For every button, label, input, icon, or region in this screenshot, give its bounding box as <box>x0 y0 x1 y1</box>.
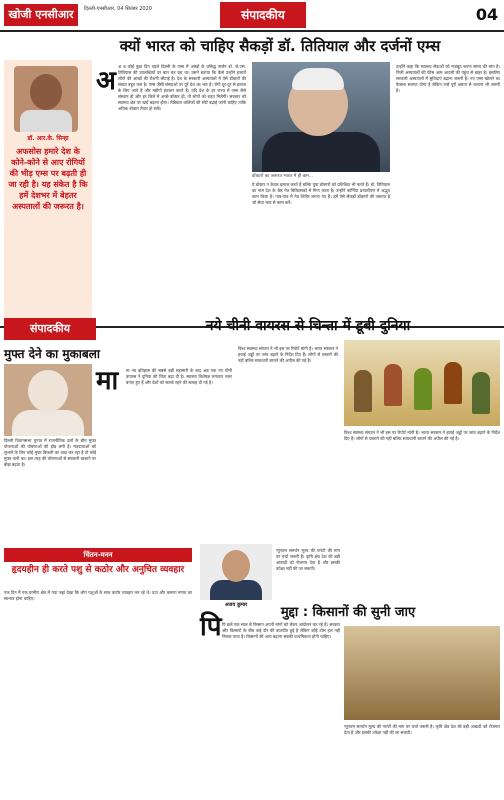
article-body-col1: अ ब कोई कुछ दिन पहले दिल्ली के एम्स में आंखों के प्रसिद्ध सर्जन डॉ. जे.एस. तितियाल की उपलब्धियों पर बात कर रहा था। उसने बताया कि कैसे उन्होंने हजारों लोगों की आंखों की रोशनी लौटाई है। देश के सरकारी अस्पतालों में ऐसे डॉक्टरों की संख्या बहुत कम है। एम्स जैसी संस्थाओं पर पूरे देश का भार है। रोगी दूर-दूर से इलाज के लिए आते हैं और महीनों इंतजार करते हैं। यदि देश के हर राज्य में एम्स जैसे संस्थान हों और हर जिले में अच्छे डॉक्टर हों, तो लोगों को राहत मिलेगी। सरकार को स्वास्थ्य क्षेत्र पर खर्च बढ़ाना होगा। मेडिकल कॉलेजों की सीटें बढ़ाई जानी चाहिए ताकि अधिक डॉक्टर तैयार हो सकें। <box>118 64 246 111</box>
author-photo <box>14 66 78 132</box>
chintan-label: चिंतन-मनन <box>4 548 192 562</box>
page-number: 04 <box>475 5 499 24</box>
article-body-col2: ये डॉक्टर न केवल इलाज करते हैं बल्कि युवा डॉक्टरों को प्रशिक्षित भी करते हैं। डॉ. तितियाल का नाम देश के श्रेष्ठ नेत्र चिकित्सकों में गिना जाता है। उन्होंने कॉर्निया प्रत्यारोपण में अद्भुत काम किया है। गांव-गांव में नेत्र शिविर लगाए गए हैं। हमें ऐसे सैकड़ों डॉक्टरों की जरूरत है जो सेवा भाव से काम करें। <box>252 182 390 205</box>
editorial-label: संपादकीय <box>4 318 96 340</box>
article2-col3: विश्व स्वास्थ्य संगठन ने भी इस पर रिपोर्ट मांगी है। भारत सरकार ने हवाई अड्डों पर जांच बढ़ाने के निर्देश दिए हैं। लोगों से घबराने की नहीं बल्कि सावधानी बरतने की अपील की गई है। <box>238 346 338 363</box>
article-body-col3: उन्होंने कहा कि स्वास्थ्य सेवाओं को मजबूत करना समय की मांग है। निजी अस्पतालों की फीस आम आदमी की पहुंच से बाहर है। इसलिए सरकारी अस्पतालों में सुविधाएं बढ़ाना जरूरी है। नए एम्स खोलने का फैसला स्वागत योग्य है लेकिन उन्हें पूरी क्षमता से चलाना भी जरूरी है। <box>396 64 500 93</box>
author2-photo <box>200 544 272 600</box>
chintan-body: एक दिन मैं एक ग्रामीण क्षेत्र में गया जहां देखा कि लोग पशुओं के साथ कठोर व्यवहार कर रहे थे। दया और करुणा मानव का स्वभाव होना चाहिए। <box>4 590 192 601</box>
author-name: डॉ. आर.के. सिन्हा <box>27 135 69 142</box>
section-title: संपादकीय <box>220 2 306 28</box>
article-photo-2 <box>4 364 92 436</box>
headline-virus: नये चीनी वायरस से चिन्ता में डूबी दुनिया <box>205 318 411 334</box>
article-photo-4 <box>344 626 500 720</box>
main-headline: क्यों भारत को चाहिए सैकड़ों डॉ. तितियाल और दर्जनों एम्स <box>119 37 441 55</box>
headline-freebies: मुफ्त देने का मुकाबला <box>4 347 100 361</box>
article3-side: न्यूनतम समर्थन मूल्य की गारंटी की मांग पर चर्चा जरूरी है। कृषि क्षेत्र देश की बड़ी आबादी को रोजगार देता है और इसकी उपेक्षा नहीं की जा सकती। <box>276 548 340 571</box>
edition-meta: दिल्ली-एनसीआर, 04 सितंबर 2020 <box>84 6 152 12</box>
pull-quote: अफसोस हमारे देश के कोने-कोने से आए रोगियों की भीड़ एम्स पर बढ़ती ही जा रही है। यह संकेत है कि हमें देशभर में बेहतर अस्पतालों की जरूरत है। <box>8 147 88 211</box>
article-photo-3 <box>344 340 500 426</box>
drop-cap: अ <box>96 66 116 96</box>
article2-col2: मा नव इतिहास की सबसे बड़ी महामारी के बाद अब एक नए चीनी वायरस ने दुनिया की चिंता बढ़ा दी है। स्वास्थ्य विशेषज्ञ लगातार नजर बनाए हुए हैं और देशों को सतर्क रहने की सलाह दी गई है। <box>126 368 232 385</box>
article-photo <box>252 62 390 172</box>
article2-body: दिल्ली विधानसभा चुनाव में राजनीतिक दलों के बीच मुफ्त योजनाओं की घोषणाओं की होड़ लगी है। मतदाताओं को लुभाने के लिए कोई मुफ्त बिजली का वादा कर रहा है तो कोई मुफ्त पानी का। इस तरह की घोषणाओं से सरकारी खजाने पर बोझ बढ़ता है। <box>4 438 96 467</box>
newspaper-brand: खोजी एनसीआर <box>4 4 78 26</box>
drop-cap-2: मा <box>96 366 119 396</box>
headline-farmers: मुद्दा : किसानों की सुनी जाए <box>280 605 416 620</box>
article2-col4: विश्व स्वास्थ्य संगठन ने भी इस पर रिपोर्ट मांगी है। भारत सरकार ने हवाई अड्डों पर जांच बढ़ाने के निर्देश दिए हैं। लोगों से घबराने की नहीं बल्कि सावधानी बरतने की अपील की गई है। <box>344 430 500 441</box>
photo-caption: डॉक्टरों का जरूरत भारत में ही कम... <box>252 174 314 179</box>
author2-name: अजय कुमार <box>224 602 248 608</box>
drop-cap-3: पि <box>200 612 222 642</box>
article3-col2: न्यूनतम समर्थन मूल्य की गारंटी की मांग पर चर्चा जरूरी है। कृषि क्षेत्र देश की बड़ी आबादी को रोजगार देता है और इसकी उपेक्षा नहीं की जा सकती। <box>344 724 500 735</box>
chintan-headline: हृदयहीन ही करते पशु से कठोर और अनुचित व्यवहार <box>11 565 185 575</box>
article3-body: पि छले एक साल से किसान अपनी मांगों को लेकर आंदोलन कर रहे हैं। सरकार और किसानों के बीच कई दौर की बातचीत हुई है लेकिन कोई ठोस हल नहीं निकल पाया है। किसानों की आय बढ़ाना सबकी प्राथमिकता होनी चाहिए। <box>222 622 340 639</box>
